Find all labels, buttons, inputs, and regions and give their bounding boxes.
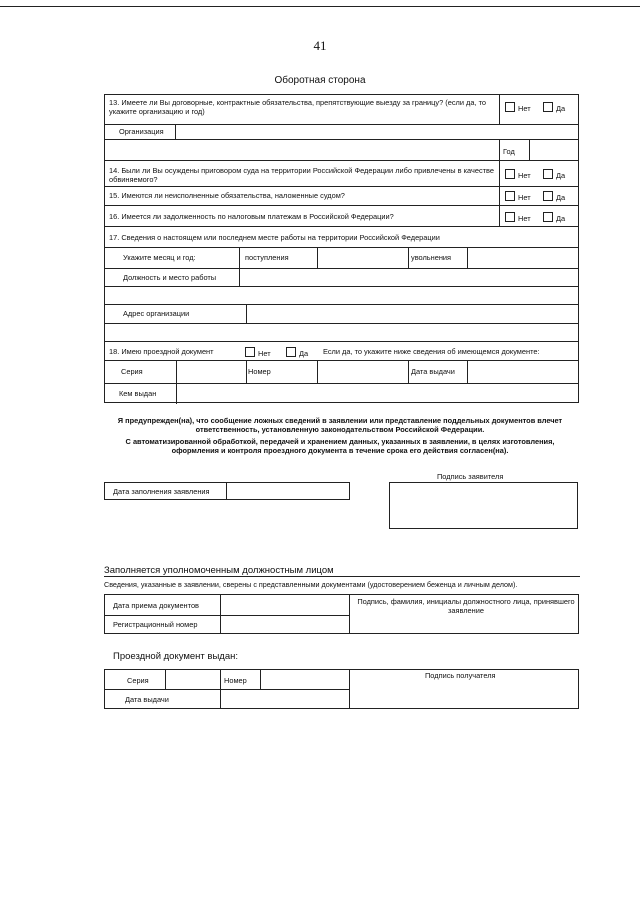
page-subtitle: Оборотная сторона	[274, 75, 366, 86]
q18-number-field[interactable]	[318, 361, 407, 382]
fill-date-row	[104, 482, 350, 500]
receipt-date-label: Дата приема документов	[113, 601, 199, 610]
official-table	[104, 594, 579, 634]
q17-month-year-label: Укажите месяц и год:	[123, 253, 196, 262]
q18-issued-by-label: Кем выдан	[119, 389, 157, 398]
q17-position-label: Должность и место работы	[123, 273, 217, 282]
q18-issue-date-label: Дата выдачи	[411, 367, 455, 376]
q17-hire-field[interactable]	[318, 248, 407, 267]
q18-issued-by-field[interactable]	[178, 384, 577, 402]
q18-series-label: Серия	[121, 367, 143, 376]
q16-yes-checkbox[interactable]	[543, 212, 553, 222]
q17-position-field[interactable]	[241, 269, 577, 285]
q15-yes-checkbox[interactable]	[543, 191, 553, 201]
recipient-signature-label: Подпись получателя	[425, 671, 496, 680]
issued-date-label: Дата выдачи	[125, 695, 169, 704]
q18-issue-date-field[interactable]	[468, 361, 577, 382]
q17-position-field-2[interactable]	[107, 287, 577, 303]
q18-number-label: Номер	[248, 367, 271, 376]
q15-no-checkbox[interactable]	[505, 191, 515, 201]
q13-org-field-2[interactable]	[107, 140, 497, 159]
q13-year-label: Год	[503, 147, 515, 156]
official-signature-label: Подпись, фамилия, инициалы должностного лица, принявшего заявление	[357, 597, 575, 615]
fill-date-field[interactable]	[228, 483, 349, 499]
issued-table	[104, 669, 579, 709]
q14-text: 14. Были ли Вы осуждены приговором суда на территории Российской Федерации либо привлечены в качестве обвиняемого?	[109, 166, 494, 184]
q17-dismiss-label: увольнения	[411, 253, 452, 262]
q16-yes-option[interactable]: Да	[543, 212, 565, 223]
q13-no-option[interactable]: Нет	[505, 102, 531, 113]
q15-yes-option[interactable]: Да	[543, 191, 565, 202]
q13-org-field[interactable]	[177, 125, 577, 138]
q17-address-field[interactable]	[248, 305, 577, 322]
q13-yes-checkbox[interactable]	[543, 102, 553, 112]
q18-series-field[interactable]	[177, 361, 245, 382]
q16-no-checkbox[interactable]	[505, 212, 515, 222]
q14-yes-checkbox[interactable]	[543, 169, 553, 179]
q13-yes-option[interactable]: Да	[543, 102, 565, 113]
q17-address-field-2[interactable]	[107, 324, 577, 340]
q16-text: 16. Имеется ли задолженность по налоговым платежам в Российской Федерации?	[109, 212, 394, 221]
applicant-signature-box[interactable]	[389, 482, 578, 529]
reg-number-label: Регистрационный номер	[113, 620, 198, 629]
warning-data-consent: С автоматизированной обработкой, передачей и хранением данных, указанных в заявлении, в целях изготовления, оформления и контроля проездного документа в течение срока его действия согласен(на).	[125, 437, 555, 455]
official-heading: Заполняется уполномоченным должностным лицом	[104, 565, 334, 576]
reg-number-field[interactable]	[222, 616, 348, 632]
issued-series-label: Серия	[127, 676, 149, 685]
top-rule	[0, 6, 640, 7]
q17-hire-label: поступления	[245, 253, 289, 262]
official-verified-text: Сведения, указанные в заявлении, сверены с представленными документами (удостоверением беженца и личным делом).	[104, 580, 518, 589]
q16-no-option[interactable]: Нет	[505, 212, 531, 223]
page-number: 41	[313, 38, 327, 53]
q13-text: 13. Имеете ли Вы договорные, контрактные обязательства, препятствующие выезду за границу? (если да, то укажите организацию и год)	[109, 98, 486, 116]
q14-yes-option[interactable]: Да	[543, 169, 565, 180]
official-signature-field[interactable]	[351, 615, 578, 632]
receipt-date-field[interactable]	[222, 596, 348, 614]
q17-address-label: Адрес организации	[123, 309, 190, 318]
issued-heading: Проездной документ выдан:	[113, 651, 239, 662]
q18-tail: Если да, то укажите ниже сведения об имеющемся документе:	[323, 347, 540, 356]
applicant-signature-label: Подпись заявителя	[437, 472, 504, 481]
q17-dismiss-field[interactable]	[468, 248, 577, 267]
recipient-signature-field[interactable]	[351, 681, 578, 707]
q13-org-label: Организация	[119, 127, 164, 136]
q13-no-checkbox[interactable]	[505, 102, 515, 112]
questionnaire-table	[104, 94, 579, 403]
q18-lead: 18. Имею проездной документ	[109, 347, 214, 356]
issued-series-field[interactable]	[167, 671, 219, 688]
q18-no-checkbox[interactable]	[245, 347, 255, 357]
issued-date-field[interactable]	[222, 690, 348, 707]
q15-text: 15. Имеются ли неисполненные обязательства, наложенные судом?	[109, 191, 345, 200]
q14-no-option[interactable]: Нет	[505, 169, 531, 180]
issued-number-field[interactable]	[262, 671, 348, 688]
q18-yes-option[interactable]: Да	[286, 347, 308, 358]
warning-false-info: Я предупрежден(на), что сообщение ложных сведений в заявлении или представление поддельных документов влечет ответственность, установленную законодательством Российской Федерации.	[117, 416, 563, 434]
q18-yes-checkbox[interactable]	[286, 347, 296, 357]
q18-no-option[interactable]: Нет	[245, 347, 271, 358]
q14-no-checkbox[interactable]	[505, 169, 515, 179]
official-heading-rule	[104, 576, 580, 577]
q13-year-field[interactable]	[531, 140, 577, 159]
q15-no-option[interactable]: Нет	[505, 191, 531, 202]
fill-date-label: Дата заполнения заявления	[113, 487, 210, 496]
q17-title: 17. Сведения о настоящем или последнем месте работы на территории Российской Федерации	[109, 233, 440, 242]
issued-number-label: Номер	[224, 676, 247, 685]
